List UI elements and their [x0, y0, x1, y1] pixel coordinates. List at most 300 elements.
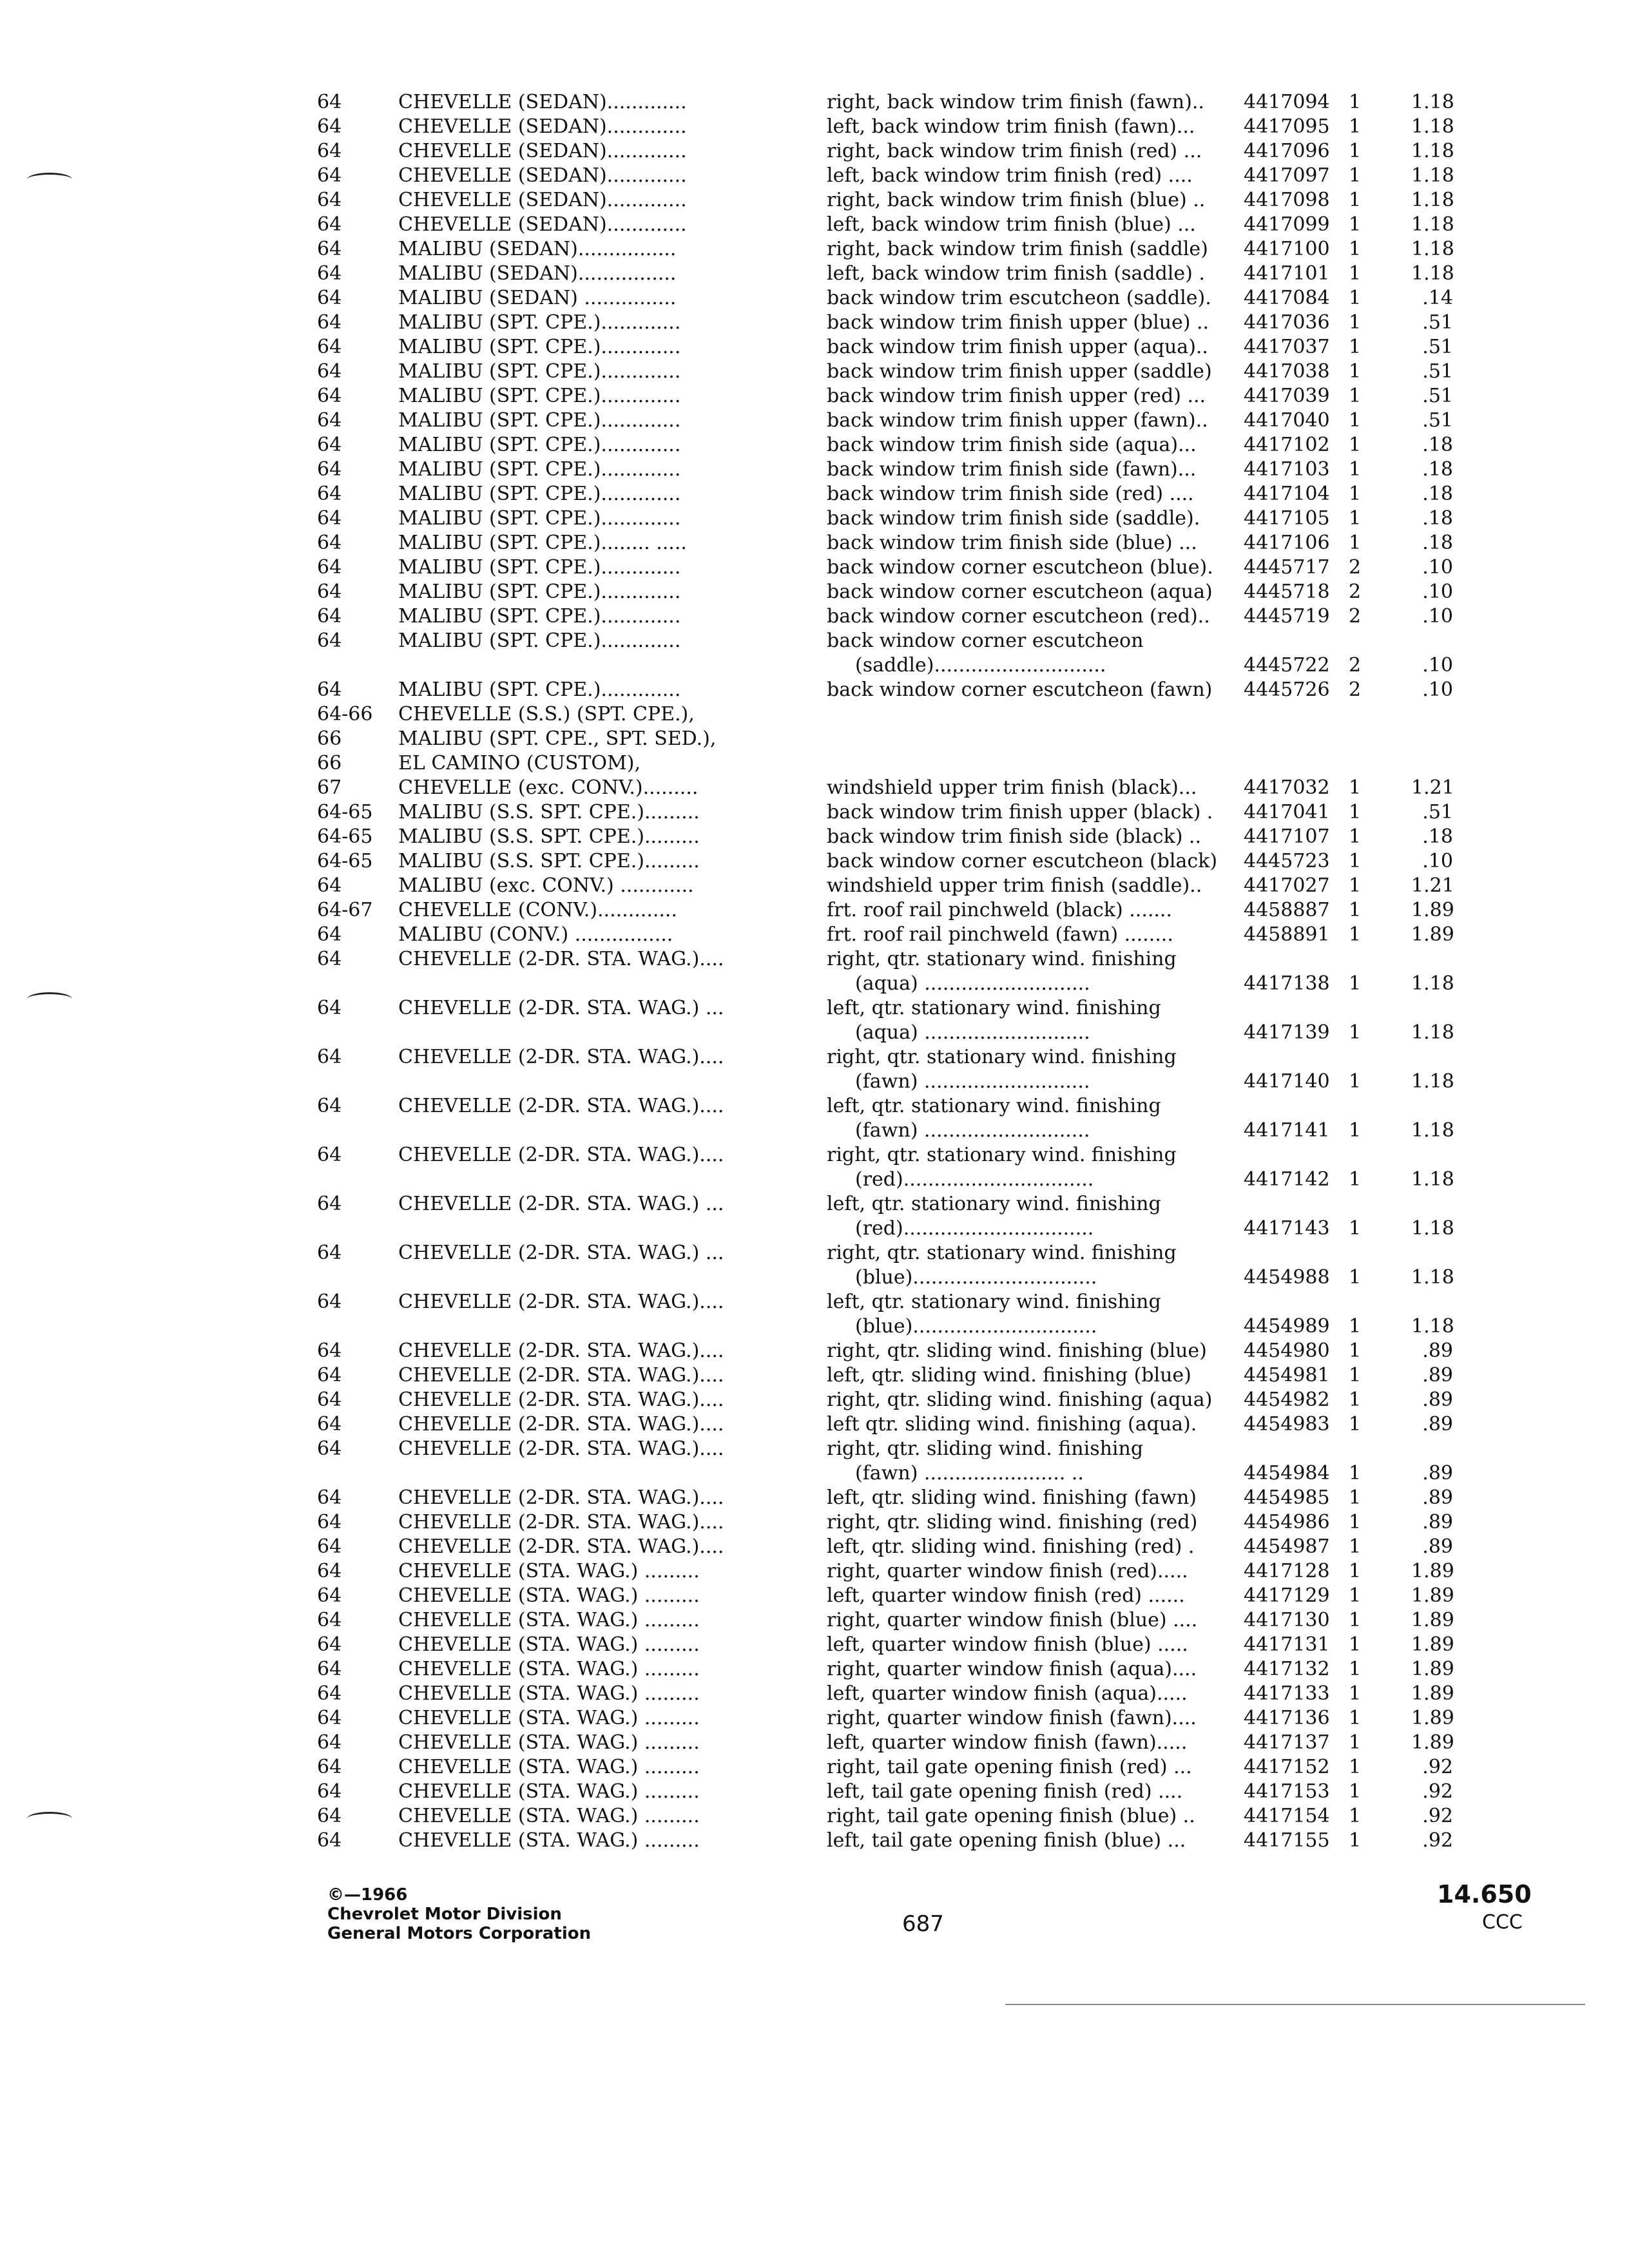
model-cell: CHEVELLE (2-DR. STA. WAG.).... — [398, 1437, 724, 1460]
model-cell: CHEVELLE (STA. WAG.) ......... — [398, 1584, 700, 1607]
description-cell — [827, 1755, 1239, 1780]
year-cell: 64 — [317, 678, 342, 701]
price-cell: .92 — [1422, 1805, 1453, 1827]
price-cell: 1.18 — [1411, 262, 1454, 285]
part-number-cell: 4417099 — [1244, 213, 1330, 236]
part-number-cell: 4417037 — [1244, 336, 1330, 358]
year-cell: 64 — [317, 948, 342, 970]
description-cell — [827, 457, 1239, 482]
year-cell: 64 — [317, 1486, 342, 1509]
price-cell: .89 — [1422, 1389, 1453, 1411]
quantity-cell: 1 — [1349, 458, 1362, 481]
year-cell: 64 — [317, 1193, 342, 1215]
part-number-cell: 4417143 — [1244, 1217, 1330, 1240]
part-number-cell: 4417137 — [1244, 1731, 1330, 1754]
quantity-cell: 1 — [1349, 1658, 1362, 1680]
price-cell: .89 — [1422, 1340, 1453, 1362]
description-cell — [827, 1584, 1239, 1608]
description-cell — [827, 800, 1239, 825]
description-cell — [827, 1363, 1239, 1388]
quantity-cell: 1 — [1349, 1829, 1362, 1852]
quantity-cell: 1 — [1349, 1805, 1362, 1827]
model-cell: CHEVELLE (SEDAN)............. — [398, 164, 687, 187]
part-number-cell: 4445718 — [1244, 581, 1330, 603]
model-cell: MALIBU (S.S. SPT. CPE.)......... — [398, 825, 700, 848]
description-cell — [827, 286, 1239, 311]
description-line: right, qtr. stationary wind. finishing — [827, 1144, 1177, 1166]
description-cell — [827, 629, 1239, 678]
description-line: back window trim finish upper (saddle) — [827, 360, 1212, 383]
description-line: back window trim finish side (blue) ... — [827, 532, 1197, 554]
part-number-cell: 4417027 — [1244, 874, 1330, 897]
quantity-cell: 1 — [1349, 1707, 1362, 1729]
price-cell: 1.18 — [1411, 115, 1454, 138]
model-cell: MALIBU (SEDAN)................ — [398, 262, 677, 285]
description-cell — [827, 1192, 1239, 1241]
price-cell: 1.89 — [1411, 923, 1454, 946]
part-number-cell: 4417140 — [1244, 1070, 1330, 1093]
description-cell — [827, 1706, 1239, 1731]
part-number-cell: 4417141 — [1244, 1119, 1330, 1142]
description-line: back window trim finish side (aqua)... — [827, 434, 1197, 456]
year-cell: 64 — [317, 287, 342, 309]
quantity-cell: 1 — [1349, 1633, 1362, 1656]
price-cell: .10 — [1422, 678, 1453, 701]
description-cell — [827, 213, 1239, 237]
description-cell — [827, 604, 1239, 629]
part-number-cell: 4454980 — [1244, 1340, 1330, 1362]
quantity-cell: 1 — [1349, 360, 1362, 383]
year-cell: 64 — [317, 385, 342, 407]
year-cell: 64-66 — [317, 703, 373, 726]
year-cell: 64 — [317, 483, 342, 505]
quantity-cell: 1 — [1349, 507, 1362, 530]
quantity-cell: 1 — [1349, 238, 1362, 260]
quantity-cell: 1 — [1349, 1021, 1362, 1044]
part-number-cell: 4454984 — [1244, 1462, 1330, 1485]
model-cell: CHEVELLE (STA. WAG.) ......... — [398, 1780, 700, 1803]
model-cell: CHEVELLE (2-DR. STA. WAG.) ... — [398, 1193, 724, 1215]
description-cell — [827, 1731, 1239, 1755]
year-cell: 64 — [317, 164, 342, 187]
part-number-cell: 4454983 — [1244, 1413, 1330, 1436]
part-number-cell: 4417107 — [1244, 825, 1330, 848]
price-cell: .10 — [1422, 556, 1453, 579]
year-cell: 64 — [317, 1780, 342, 1803]
description-line: left, tail gate opening finish (red) .... — [827, 1780, 1183, 1803]
quantity-cell: 2 — [1349, 581, 1362, 603]
quantity-cell: 1 — [1349, 115, 1362, 138]
year-cell: 66 — [317, 727, 342, 750]
model-cell: MALIBU (SPT. CPE.)............. — [398, 458, 681, 481]
description-cell — [827, 996, 1239, 1045]
quantity-cell: 1 — [1349, 287, 1362, 309]
description-cell — [827, 1437, 1239, 1486]
section-code: CCC — [1482, 1911, 1523, 1934]
year-cell: 64 — [317, 238, 342, 260]
price-cell: 1.18 — [1411, 238, 1454, 260]
model-cell: MALIBU (CONV.) ................ — [398, 923, 673, 946]
quantity-cell: 1 — [1349, 1413, 1362, 1436]
year-cell: 64 — [317, 1731, 342, 1754]
description-cell — [827, 1559, 1239, 1584]
model-cell: CHEVELLE (CONV.)............. — [398, 899, 677, 921]
price-cell: 1.18 — [1411, 972, 1454, 995]
description-cell — [827, 1829, 1239, 1853]
year-cell: 64 — [317, 115, 342, 138]
description-line: right, quarter window finish (red)..... — [827, 1560, 1188, 1582]
bottom-rule — [1005, 2004, 1585, 2005]
punch-mark-middle — [27, 992, 72, 1006]
price-cell: 1.89 — [1411, 1731, 1454, 1754]
copyright: ©—1966 — [327, 1885, 408, 1905]
year-cell: 64 — [317, 997, 342, 1019]
year-cell: 64 — [317, 1633, 342, 1656]
description-cell — [827, 947, 1239, 996]
price-cell: .51 — [1422, 311, 1453, 334]
year-cell: 64 — [317, 1095, 342, 1117]
quantity-cell: 1 — [1349, 1682, 1362, 1705]
description-line: left, qtr. stationary wind. finishing — [827, 1095, 1161, 1117]
description-line: left, qtr. stationary wind. finishing — [827, 1193, 1161, 1215]
price-cell: .51 — [1422, 336, 1453, 358]
part-number-cell: 4454981 — [1244, 1364, 1330, 1387]
price-cell: .10 — [1422, 850, 1453, 872]
price-cell: .89 — [1422, 1364, 1453, 1387]
quantity-cell: 1 — [1349, 532, 1362, 554]
price-cell: .10 — [1422, 605, 1453, 628]
year-cell: 64 — [317, 1805, 342, 1827]
year-cell: 64 — [317, 1682, 342, 1705]
description-line: back window corner escutcheon (aqua) — [827, 581, 1213, 603]
price-cell: 1.89 — [1411, 1707, 1454, 1729]
description-cell — [827, 825, 1239, 849]
part-number-cell: 4417138 — [1244, 972, 1330, 995]
description-line: windshield upper trim finish (black)... — [827, 776, 1197, 799]
price-cell: .89 — [1422, 1462, 1453, 1485]
price-cell: .10 — [1422, 581, 1453, 603]
price-cell: .92 — [1422, 1780, 1453, 1803]
model-cell: MALIBU (SEDAN) ............... — [398, 287, 677, 309]
price-cell: 1.18 — [1411, 1168, 1454, 1191]
year-cell: 64-65 — [317, 850, 373, 872]
part-number-cell: 4417039 — [1244, 385, 1330, 407]
price-cell: 1.89 — [1411, 1560, 1454, 1582]
description-line: frt. roof rail pinchweld (black) ....... — [827, 899, 1173, 921]
year-cell: 64 — [317, 1609, 342, 1631]
year-cell: 64 — [317, 1046, 342, 1068]
model-cell: MALIBU (SPT. CPE., SPT. SED.), — [398, 727, 717, 750]
description-cell — [827, 1486, 1239, 1510]
model-cell: EL CAMINO (CUSTOM), — [398, 752, 641, 774]
model-cell: CHEVELLE (2-DR. STA. WAG.).... — [398, 1095, 724, 1117]
year-cell: 64 — [317, 1658, 342, 1680]
model-cell: MALIBU (SPT. CPE.)............. — [398, 483, 681, 505]
price-cell: 1.21 — [1411, 874, 1454, 897]
year-cell: 64 — [317, 1535, 342, 1558]
description-line: frt. roof rail pinchweld (fawn) ........ — [827, 923, 1173, 946]
model-cell: CHEVELLE (STA. WAG.) ......... — [398, 1805, 700, 1827]
model-cell: CHEVELLE (SEDAN)............. — [398, 115, 687, 138]
description-line: left, quarter window finish (aqua)..... — [827, 1682, 1188, 1705]
model-cell: MALIBU (SPT. CPE.)............. — [398, 311, 681, 334]
description-line: back window trim finish side (black) .. — [827, 825, 1202, 848]
year-cell: 64 — [317, 1413, 342, 1436]
page-number: 687 — [902, 1911, 944, 1937]
description-cell — [827, 433, 1239, 457]
price-cell: 1.18 — [1411, 1070, 1454, 1093]
description-line: back window corner escutcheon (fawn) — [827, 678, 1213, 701]
description-line: left, back window trim finish (saddle) . — [827, 262, 1205, 285]
model-cell: MALIBU (SPT. CPE.)............. — [398, 581, 681, 603]
quantity-cell: 1 — [1349, 336, 1362, 358]
part-number-cell: 4417032 — [1244, 776, 1330, 799]
year-cell: 64 — [317, 874, 342, 897]
model-cell: CHEVELLE (2-DR. STA. WAG.).... — [398, 1144, 724, 1166]
description-cell — [827, 506, 1239, 531]
price-cell: .89 — [1422, 1486, 1453, 1509]
description-line: right, back window trim finish (red) ... — [827, 140, 1202, 162]
description-cell — [827, 1241, 1239, 1290]
description-line: windshield upper trim finish (saddle).. — [827, 874, 1202, 897]
quantity-cell: 1 — [1349, 1780, 1362, 1803]
quantity-cell: 1 — [1349, 1609, 1362, 1631]
description-continuation: (blue).............................. — [855, 1315, 1097, 1338]
model-cell: CHEVELLE (2-DR. STA. WAG.).... — [398, 1340, 724, 1362]
description-line: right, qtr. sliding wind. finishing (red) — [827, 1511, 1198, 1533]
quantity-cell: 2 — [1349, 678, 1362, 701]
year-cell: 64 — [317, 1829, 342, 1852]
part-number-cell: 4454988 — [1244, 1266, 1330, 1289]
part-number-cell: 4417041 — [1244, 801, 1330, 823]
model-cell: CHEVELLE (S.S.) (SPT. CPE.), — [398, 703, 695, 726]
price-cell: .51 — [1422, 409, 1453, 432]
model-cell: MALIBU (SPT. CPE.)............. — [398, 629, 681, 652]
model-cell: CHEVELLE (2-DR. STA. WAG.) ... — [398, 997, 724, 1019]
description-cell — [827, 580, 1239, 604]
year-cell: 64 — [317, 1584, 342, 1607]
description-cell — [827, 1388, 1239, 1412]
description-continuation: (red)............................... — [855, 1168, 1094, 1191]
quantity-cell: 1 — [1349, 850, 1362, 872]
year-cell: 64 — [317, 1242, 342, 1264]
quantity-cell: 1 — [1349, 899, 1362, 921]
description-line: right, qtr. sliding wind. finishing (aqua) — [827, 1389, 1213, 1411]
description-line: back window trim finish upper (red) ... — [827, 385, 1206, 407]
model-cell: CHEVELLE (STA. WAG.) ......... — [398, 1658, 700, 1680]
description-line: back window corner escutcheon (blue). — [827, 556, 1213, 579]
year-cell: 64 — [317, 213, 342, 236]
model-cell: MALIBU (SPT. CPE.)............. — [398, 678, 681, 701]
price-cell: 1.89 — [1411, 1584, 1454, 1607]
description-continuation: (blue).............................. — [855, 1266, 1097, 1289]
description-line: left, qtr. sliding wind. finishing (red) . — [827, 1535, 1195, 1558]
corporation-name: General Motors Corporation — [327, 1924, 592, 1943]
description-cell — [827, 1290, 1239, 1339]
description-line: left, back window trim finish (red) .... — [827, 164, 1193, 187]
part-number-cell: 4417154 — [1244, 1805, 1330, 1827]
description-cell — [827, 482, 1239, 506]
model-cell: CHEVELLE (SEDAN)............. — [398, 189, 687, 211]
price-cell: .89 — [1422, 1511, 1453, 1533]
quantity-cell: 1 — [1349, 434, 1362, 456]
description-line: left, quarter window finish (fawn)..... — [827, 1731, 1188, 1754]
model-cell: MALIBU (SEDAN)................ — [398, 238, 677, 260]
description-line: left, back window trim finish (blue) ... — [827, 213, 1196, 236]
price-cell: .14 — [1422, 287, 1453, 309]
quantity-cell: 1 — [1349, 1756, 1362, 1778]
part-number-cell: 4417139 — [1244, 1021, 1330, 1044]
quantity-cell: 1 — [1349, 801, 1362, 823]
model-cell: MALIBU (SPT. CPE.)........ ..... — [398, 532, 687, 554]
part-number-cell: 4417038 — [1244, 360, 1330, 383]
description-line: back window trim finish upper (fawn).. — [827, 409, 1208, 432]
punch-mark-bottom — [27, 1812, 72, 1825]
description-line: back window trim finish side (red) .... — [827, 483, 1194, 505]
description-continuation: (red)............................... — [855, 1217, 1094, 1240]
model-cell: CHEVELLE (2-DR. STA. WAG.).... — [398, 1535, 724, 1558]
model-cell: MALIBU (SPT. CPE.)............. — [398, 336, 681, 358]
description-line: right, quarter window finish (aqua).... — [827, 1658, 1197, 1680]
description-cell — [827, 1094, 1239, 1143]
quantity-cell: 1 — [1349, 825, 1362, 848]
description-cell — [827, 1657, 1239, 1682]
model-cell: CHEVELLE (SEDAN)............. — [398, 91, 687, 113]
description-cell — [827, 1339, 1239, 1363]
model-cell: CHEVELLE (2-DR. STA. WAG.).... — [398, 1486, 724, 1509]
quantity-cell: 1 — [1349, 1364, 1362, 1387]
year-cell: 64 — [317, 434, 342, 456]
description-cell — [827, 139, 1239, 164]
description-line: left, qtr. sliding wind. finishing (blue) — [827, 1364, 1191, 1387]
quantity-cell: 1 — [1349, 1168, 1362, 1191]
description-line: right, tail gate opening finish (blue) .. — [827, 1805, 1195, 1827]
quantity-cell: 1 — [1349, 923, 1362, 946]
year-cell: 64 — [317, 1707, 342, 1729]
quantity-cell: 1 — [1349, 972, 1362, 995]
price-cell: .89 — [1422, 1535, 1453, 1558]
punch-mark-top — [27, 173, 72, 186]
description-line: right, qtr. sliding wind. finishing — [827, 1437, 1144, 1460]
part-number-cell: 4445722 — [1244, 654, 1330, 677]
quantity-cell: 1 — [1349, 874, 1362, 897]
model-cell: MALIBU (SPT. CPE.)............. — [398, 605, 681, 628]
part-number-cell: 4417129 — [1244, 1584, 1330, 1607]
price-cell: .18 — [1422, 507, 1453, 530]
part-number-cell: 4417130 — [1244, 1609, 1330, 1631]
model-cell: CHEVELLE (2-DR. STA. WAG.) ... — [398, 1242, 724, 1264]
part-number-cell: 4417098 — [1244, 189, 1330, 211]
part-number-cell: 4458887 — [1244, 899, 1330, 921]
description-line: left, qtr. sliding wind. finishing (fawn) — [827, 1486, 1197, 1509]
part-number-cell: 4417136 — [1244, 1707, 1330, 1729]
part-number-cell: 4417152 — [1244, 1756, 1330, 1778]
model-cell: MALIBU (SPT. CPE.)............. — [398, 507, 681, 530]
price-cell: 1.89 — [1411, 899, 1454, 921]
model-cell: MALIBU (SPT. CPE.)............. — [398, 385, 681, 407]
description-cell — [827, 1608, 1239, 1633]
part-number-cell: 4417102 — [1244, 434, 1330, 456]
description-cell — [827, 408, 1239, 433]
price-cell: .10 — [1422, 654, 1453, 677]
quantity-cell: 1 — [1349, 189, 1362, 211]
quantity-cell: 1 — [1349, 776, 1362, 799]
model-cell: CHEVELLE (SEDAN)............. — [398, 213, 687, 236]
description-cell — [827, 360, 1239, 384]
description-cell — [827, 1143, 1239, 1192]
description-cell — [827, 1535, 1239, 1559]
model-cell: MALIBU (S.S. SPT. CPE.)......... — [398, 850, 700, 872]
description-line: right, back window trim finish (fawn).. — [827, 91, 1204, 113]
description-cell — [827, 237, 1239, 262]
description-line: back window corner escutcheon (red).. — [827, 605, 1210, 628]
part-number-cell: 4417106 — [1244, 532, 1330, 554]
description-continuation: (fawn) ........................... — [855, 1119, 1090, 1142]
description-cell — [827, 115, 1239, 139]
part-number-cell: 4417131 — [1244, 1633, 1330, 1656]
model-cell: CHEVELLE (STA. WAG.) ......... — [398, 1609, 700, 1631]
description-line: back window trim finish upper (blue) .. — [827, 311, 1210, 334]
part-number-cell: 4454987 — [1244, 1535, 1330, 1558]
model-cell: CHEVELLE (STA. WAG.) ......... — [398, 1560, 700, 1582]
part-number-cell: 4417101 — [1244, 262, 1330, 285]
part-number-cell: 4417153 — [1244, 1780, 1330, 1803]
year-cell: 64 — [317, 605, 342, 628]
part-number-cell: 4417128 — [1244, 1560, 1330, 1582]
part-number-cell: 4417097 — [1244, 164, 1330, 187]
year-cell: 64-65 — [317, 825, 373, 848]
year-cell: 64 — [317, 556, 342, 579]
price-cell: .92 — [1422, 1829, 1453, 1852]
year-cell: 64 — [317, 1756, 342, 1778]
year-cell: 64 — [317, 140, 342, 162]
model-cell: CHEVELLE (STA. WAG.) ......... — [398, 1731, 700, 1754]
year-cell: 64-67 — [317, 899, 373, 921]
price-cell: 1.18 — [1411, 1021, 1454, 1044]
publisher-block — [327, 1885, 591, 1943]
description-cell — [827, 849, 1239, 874]
part-number-cell: 4417105 — [1244, 507, 1330, 530]
model-cell: CHEVELLE (STA. WAG.) ......... — [398, 1829, 700, 1852]
part-number-cell: 4417100 — [1244, 238, 1330, 260]
description-cell — [827, 1682, 1239, 1706]
description-line: left, qtr. stationary wind. finishing — [827, 997, 1161, 1019]
year-cell: 64 — [317, 409, 342, 432]
year-cell: 64 — [317, 1511, 342, 1533]
part-number-cell: 4445726 — [1244, 678, 1330, 701]
model-cell: MALIBU (SPT. CPE.)............. — [398, 434, 681, 456]
price-cell: 1.18 — [1411, 1217, 1454, 1240]
description-cell — [827, 1510, 1239, 1535]
quantity-cell: 1 — [1349, 409, 1362, 432]
quantity-cell: 1 — [1349, 262, 1362, 285]
description-line: back window corner escutcheon — [827, 629, 1144, 652]
description-cell — [827, 1633, 1239, 1657]
model-cell: CHEVELLE (2-DR. STA. WAG.).... — [398, 1511, 724, 1533]
price-cell: 1.18 — [1411, 189, 1454, 211]
model-cell: MALIBU (SPT. CPE.)............. — [398, 556, 681, 579]
model-cell: CHEVELLE (STA. WAG.) ......... — [398, 1633, 700, 1656]
price-cell: .92 — [1422, 1756, 1453, 1778]
part-number-cell: 4454982 — [1244, 1389, 1330, 1411]
description-cell — [827, 384, 1239, 408]
year-cell: 64 — [317, 629, 342, 652]
quantity-cell: 1 — [1349, 1217, 1362, 1240]
quantity-cell: 2 — [1349, 556, 1362, 579]
model-cell: CHEVELLE (2-DR. STA. WAG.).... — [398, 1046, 724, 1068]
quantity-cell: 1 — [1349, 140, 1362, 162]
description-line: right, tail gate opening finish (red) ... — [827, 1756, 1192, 1778]
